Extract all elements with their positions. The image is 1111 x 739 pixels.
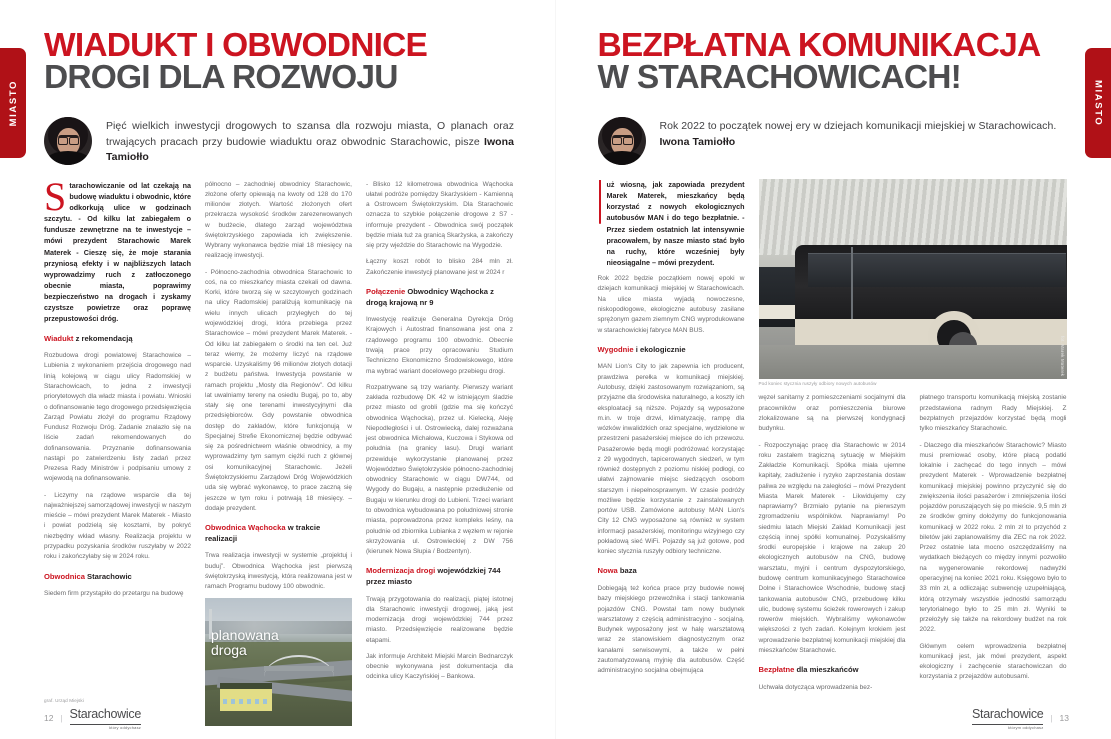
magazine-logo [69, 707, 141, 730]
subheading-rest: wojewódzkiej 744 przez miasto [366, 566, 501, 586]
author-avatar [598, 117, 646, 165]
subheading-accent: Obwodnica Wąchocka [205, 523, 286, 533]
lead-paragraph [106, 117, 514, 166]
bus-photo-caption: Pod koniec stycznia ruszyły odbiory nowych autobusów [758, 381, 877, 387]
subheading-nowa-baza [598, 566, 745, 577]
author-avatar [44, 117, 92, 165]
subheading-wiadukt [44, 334, 191, 345]
bus-photo [759, 179, 1067, 379]
left-column-1 [44, 173, 191, 727]
page-number: 12 [44, 713, 54, 723]
headline-line-1: WIADUKT I OBWODNICE [44, 27, 428, 64]
paragraph: Uchwała dotycząca wprowadzenia bez- [758, 683, 873, 691]
footer-divider: | [60, 714, 63, 723]
page-title [597, 27, 1068, 97]
paragraph: Jak informuje Architekt Miejski Marcin Bednarczyk obecnie wykonywana jest dokumentacja dla odcinka ulicy Kaczyńskiej – Bankowa. [366, 652, 513, 681]
subheading-accent: Połączenie [366, 286, 406, 296]
lead-block [44, 117, 514, 166]
subheading-accent: Bezpłatne [758, 665, 795, 675]
subheading-rest: dla mieszkańców [794, 665, 859, 675]
footer-divider: | [1050, 714, 1053, 723]
paragraph: MAN Lion's City to jak zapewnia ich producent, prawdziwa perełka w komunikacji miejskiej. Autobusy, dzięki zastosowanym rozwiązaniom, są przyjazne dla środowiska naturalnego, a koszty ich eksploatacji są niższe. Pojazdy są wyposażone m.in. w troje drzwi, klimatyzację, rampę dla wózków inwalidzkich oraz specjalne, wydzielone w przestrzeni pasażerskiej miejsce do ich przewozu. Pasażerowie będą mogli podróżować korzystając z 29 wygodnych, tapicerowanych siedzeń, w tym również dostępnych z poziomu niskiej podłogi, co ułatwi zajmowanie miejsc siedzących osobom starszym i niepełnosprawnym. W czasie podróży możliwe będzie korzystanie z zainstalowanych portów USB. Zamówione autobusy MAN Lion's City 12 CNG wyposażone są również w system informacji pasażerskiej, monitoringu wizyjnego czy pokładową sieć WiFi. Pojazdy są już gotowe, pod koniec stycznia ruszyły odbiory techniczne. [597, 363, 745, 556]
paragraph: Rok 2022 będzie początkiem nowej epoki w dziejach komunikacji miejskiej w Starachowicach. Na ulice miasta wyjadą nowoczesne, niskopodłogowe, ekologiczne autobusy zasilane sprężonym gazem ziemnym CNG wyprodukowane w starachowickiej fabryce MAN BUS. [597, 275, 745, 334]
page-number: 13 [1059, 713, 1069, 723]
section-tab-label: MIASTO [7, 79, 19, 127]
author-name: Iwona Tamiołło [659, 135, 736, 148]
paragraph: Rozpatrywane są trzy warianty. Pierwszy wariant zakłada rozbudowę DK 42 w istniejącym śladzie przez miasto od grobli (gdzie ma się kończyć obwodnica Wąchocka), przez ul. Kielecką, Aleję Niepodległości i ul. Ostrowiecką, dalej rozważana jest obwodnica Michałowa, Kuczowa i Stykowa od południa (na granicy lasu). Drugi wariant przewiduje wykorzystanie planowanej przez Województwo Świętokrzyskie północno-zachodniej obwodnicy Starachowic w ciągu DW744, od Wygody do Bugaju, a następnie przedłużenie od Bugaju w kierunku drogi do Lubieni. Trzeci wariant to obwodnica wybudowana po południowej stronie miasta, poprowadzona przez kompleks leśny, na południe od zbiornika Lubianka z węzłem w rejonie skrzyżowania ul. Ostrowieckiej z DW 756 (kierunek Nowa Słupia / Bodzentyn). [366, 383, 513, 556]
headline-line-2: W STARACHOWICACH! [597, 59, 962, 97]
footer-left [44, 707, 141, 730]
paragraph: północno – zachodniej obwodnicy Starachowic, złożone oferty opiewają na kwoty od 128 do 170 milionów złotych. Wartość złożonych ofert przekracza wysokość środków zarezerwowanych w budżecie, dlatego zarząd województwa świętokrzyskiego zapowiada ich zwiększenie. Wybrany wykonawca będzie miał 18 miesięcy na realizację inwestycji. [205, 180, 352, 260]
intro-text: uż wiosną, jak zapowiada prezydent Marek Materek, mieszkańcy będą korzystać z nowych ekologicznych autobusów MAN i do tego bezpłatnie. - Przez siedem ostatnich lat intensywnie pracowałem, by nasze miasto stać było na ruchy, które wcześniej były nieosiągalne – mówi prezydent. [606, 179, 745, 268]
photo-credit-left: graf. Urząd Miejski [44, 698, 84, 703]
logo-tagline: który oddychasz [109, 724, 141, 730]
author-name: Iwona Tamiołło [106, 135, 514, 164]
headline-line-1: BEZPŁATNA KOMUNIKACJA [597, 27, 1041, 64]
subheading-obwodnica [44, 572, 191, 583]
subheading-rest: z rekomendacją [73, 333, 133, 343]
overlay-line-2: droga [211, 642, 247, 659]
paragraph: płatnego transportu komunikacją miejską zostanie przedstawiona radnym Rady Miejskiej. Z bezpłatnych przejazdów korzystać będą mogli tylko mieszkańcy Starachowic. [919, 394, 1067, 433]
intro-paragraph [44, 173, 191, 325]
section-tab-miasto-right [1085, 48, 1111, 158]
paragraph: Trwa realizacja inwestycji w systemie „projektuj i buduj”. Obwodnica Wąchocka jest pierwszą świętokrzyską inwestycją, która realizowana jest w ramach Programu budowy 100 obwodnic. [205, 552, 352, 591]
subheading-accent: Nowa [597, 566, 618, 576]
logo-name: Starachowice [69, 707, 141, 721]
right-column-2 [759, 393, 906, 699]
subheading-bezplatne [759, 665, 906, 676]
section-tab-label: MIASTO [1092, 79, 1104, 127]
intro-text: tarachowiczanie od lat czekają na budowę wiaduktu i obwodnic, które odkorkują ulice w godzinach szczytu. - Od kilku lat zabiegałem o fundusze zewnętrzne na te inwestycje – mówi prezydent Starachowic Marek Materek - Cieszę się, że moje starania przyniosą efekty i w najbliższych latach wyprowadzimy ruch z zatłoczonego obecnie miasta, poprawimy bezpieczeństwo na drogach i zyskamy czystsze powietrze oraz poprawę przepustowości dróg. [44, 180, 191, 324]
paragraph: Siedem firm przystąpiło do przetargu na budowę [44, 590, 184, 598]
paragraph: Rozbudowa drogi powiatowej Starachowice – Lubienia z wykonaniem przejścia drogowego nad linią kolejową w ciągu ulicy Radomskiej w Starachowicach, to jedna z inwestycji priorytetowych dla władz miasta i powiatu. Wnioski o dofinansowanie tego drogowego przedsięwzięcia Zarząd Powiatu złożył do programu Rządowy Fundusz Rozwoju Dróg. Zadanie znalazło się na liście zadań rekomendowanych do dofinansowania. Przyznanie dofinansowania nastąpi po zatwierdzeniu listy zadań przez Prezesa Rady Ministrów i podpisaniu umowy z wojewodą na dofinansowanie. [44, 352, 191, 483]
right-column-3 [920, 393, 1067, 699]
image-overlay-label [211, 628, 279, 657]
paragraph: - Północno-zachodnia obwodnica Starachowic to coś, na co mieszkańcy miasta czekali od dawna. Korki, które tworzą się w szczytowych godzinach na ulicy Radomskiej paraliżują komunikację na wielu innych ulicach przyległych do tej wojewódzkiej drogi, która przebiega przez Starachowice – mówi prezydent Marek Materek. - Od kilku lat zabiegałem o środki na ten cel. Już teraz wiemy, że możemy liczyć na rządowe wsparcie. Uzyskaliśmy 96 milionów złotych dotacji z budżetu państwa. Inwestycja powstanie w ramach projektu „Mosty dla Regionów”. Od kilku lat uwalniamy tereny na osiedlu Bugaj, po to, aby stały się one terenami inwestycyjnymi dla przedsiębiorców. Gdy powstanie obwodnica dostęp do zakładów, które funkcjonują w Specjalnej Strefie Ekonomicznej będzie odbywać się za pośrednictwem właśnie obwodnicy, a my wyprowadzimy tym samym ciężki ruch z głównej osi komunikacyjnej Starachowic. Jeżeli Świętokrzyskiemu Zarządowi Dróg Wojewódzkich uda się wybrać wykonawcę, to prace zaczną się jeszcze w tym roku i potrwają 18 miesięcy. – dodaje prezydent. [205, 268, 352, 512]
right-column-1 [598, 179, 745, 699]
subheading-accent: Wiadukt [44, 333, 74, 343]
subheading-rest: Starachowic [84, 571, 132, 581]
lead-text: Rok 2022 to początek nowej ery w dziejach komunikacji miejskiej w Starachowicach. [659, 119, 1057, 132]
right-page [556, 0, 1111, 739]
subheading-rest: w trakcie realizacji [205, 523, 321, 543]
road-visualization-image [205, 598, 352, 726]
subheading-accent: Modernizacja drogi [366, 566, 436, 576]
logo-tagline: którym oddychasz [1008, 724, 1044, 730]
photo-credit-right: fot. Marek Materek [1060, 335, 1065, 376]
subheading-modernizacja [366, 566, 513, 587]
subheading-rest: i ekologicznie [633, 344, 686, 354]
paragraph: - Dlaczego dla mieszkańców Starachowic? Miasto musi premiować osoby, które płacą podatki lokalnie i zachęcać do tego innych – mówi prezydent Materek - Wprowadzenie bezpłatnej komunikacji miejskiej powinno przyczynić się do zwiększenia ilości pasażerów i zmniejszenia ilości pojazdów poruszających się po mieście. 9,5 mln zł ze środków gminy dołożymy do funkcjonowania komunikacji w 2022 roku. 2 mln zł to przychód z biletów jaki zaplanowaliśmy dla ZEC na rok 2022. Przez ostatnie lata mocno oszczędzaliśmy na wydatkach bieżących co między innymi pozwoliło na wygenerowanie rekordowej nadwyżki operacyjnej na koniec 2021 roku. Księgowo było to 33 mln zł, a odliczając subwencję uzupełniającą, którą otrzymały wszystkie jednostki samorządu terytorialnego było to 25 mln zł. Wyniki te przełożyły się także na rekordowy budżet na rok 2022. [919, 441, 1067, 634]
subheading-rest: Obwodnicy Wąchocka z drogą krajową nr 9 [366, 286, 494, 307]
subheading-accent: Obwodnica [44, 571, 85, 581]
paragraph: Inwestycję realizuje Generalna Dyrekcja Dróg Krajowych i Autostrad finansowana jest ona z rządowego programu 100 obwodnic. Obecnie trwają prace przy opracowaniu Studium Techniczno Ekonomiczno Środowiskowego, które ma wybrać wariant docelowego przebiegu drogi. [366, 316, 513, 375]
lead-paragraph [660, 117, 1057, 150]
paragraph: - Liczymy na rządowe wsparcie dla tej najważniejszej samorządowej inwestycji w naszym mieście – mówi prezydent Marek Materek - Miasto i powiat podzielą się kosztami, by pokryć niezbędny wkład własny. Realizacja projektu w przypadku pozyskania środków ruszyłaby w 2022 roku i zakończyłaby się w 2024 roku. [44, 491, 191, 561]
subheading-accent: Wygodnie [597, 344, 634, 354]
section-tab-miasto-left [0, 48, 26, 158]
subheading-rest: baza [617, 566, 637, 576]
paragraph: węzeł sanitarny z pomieszczeniami socjalnymi dla pracowników oraz pomieszczenia biurowe zlokalizowane są na pierwszej kondygnacji budynku. [758, 394, 906, 433]
paragraph: Dobiegają też końca prace przy budowie nowej bazy miejskiego przewoźnika i stacji tankowania pojazdów CNG. Powstał tam nowy budynek warsztatowy z częścią administracyjno - socjalną. Budynek wyposażony jest w halę warsztatową wraz ze stanowiskiem diagnostycznym oraz kanałami serwisowymi, a także w pełni zautomatyzowaną myjnię dla autobusów. Część administracyjno socjalna obejmująca [597, 585, 745, 675]
road-visualization-figure [205, 598, 352, 726]
subheading-wygodnie [598, 345, 745, 356]
headline-line-2: DROGI DLA ROZWOJU [44, 59, 398, 97]
page-title [44, 27, 514, 97]
drop-cap-bar [599, 180, 602, 224]
paragraph: - Rozpoczynając pracę dla Starachowic w 2014 roku zastałem tragiczną sytuację w Miejskim Zakładzie Komunikacji. Spółka miała ujemne kapitały, zadłużenie i ryzyko zaprzestania dostaw paliwa ze względu na zaległości – mówi Prezydent Miasta Marek Materek - Likwidujemy czy naprawiamy? Brzmiało pytanie na pierwszym zgromadzeniu wspólników. Naprawiamy! Po siedmiu latach Miejski Zakład Komunikacji jest częścią innej spółki komunalnej. Pozyskaliśmy środki europejskie i krajowe na zakup 20 ekologicznych autobusów na CNG, budowę warsztatu, myjni i centrum dyspozytorskiego, budowę centrum komunikacyjnego Starachowice Dolne i Starachowice Wschodnie, budowę stacji tankowania autobusów CNG, przebudowę kilku ulic, budowę systemu ścieżek rowerowych i zakup rowerów miejskich. Wybraliśmy wykonawców większości z tych zadań. Kolejnym krokiem jest wprowadzenie bezpłatnej komunikacji miejskiej dla mieszkańców Starachowic. [758, 441, 906, 654]
drop-cap: S [44, 173, 67, 219]
paragraph: - Blisko 12 kilometrowa obwodnica Wąchocka ułatwi podróże pomiędzy Skarżyskiem - Kamienną a Ostrowcem Świętokrzyskim. Dla Starachowic oznacza to szybkie połączenie drogowe z S7 - informuje prezydent - Obwodnica swój początek będzie miała tuż za granicą Skarżyska, a zakończy się przy wjeździe do Starachowic na Wygodzie. [366, 180, 513, 250]
left-column-2 [205, 180, 352, 727]
intro-paragraph [598, 179, 745, 268]
lead-text: Pięć wielkich inwestycji drogowych to szansa dla rozwoju miasta, O planach oraz trwających pracach przy budowie wiaduktu oraz obwodnic Starachowic, pisze [106, 119, 514, 148]
lead-block [598, 117, 1068, 165]
subheading-polaczenie [366, 287, 513, 308]
paragraph: Głównym celem wprowadzenia bezpłatnej komunikacji jest, jak mówi prezydent, aspekt ekologiczny i zachęcenie starachowiczan do korzystania z przejazdów autobusami. [919, 642, 1067, 681]
logo-name: Starachowice [972, 707, 1044, 721]
paragraph: Trwają przygotowania do realizacji, piątej istotnej dla Starachowic inwestycji drogowej, jaką jest modernizacja drogi wojewódzkiej 744 przez miasto. Przedsięwzięcie realizowane będzie etapami. [366, 595, 513, 644]
paragraph: Łączny koszt robót to blisko 284 mln zł. Zakończenie inwestycji planowane jest w 2024 r [366, 258, 513, 276]
magazine-logo [972, 707, 1044, 730]
subheading-wachock [205, 523, 352, 544]
footer-right [972, 707, 1069, 730]
overlay-line-1: planowana [211, 627, 279, 644]
left-column-3 [366, 180, 513, 727]
